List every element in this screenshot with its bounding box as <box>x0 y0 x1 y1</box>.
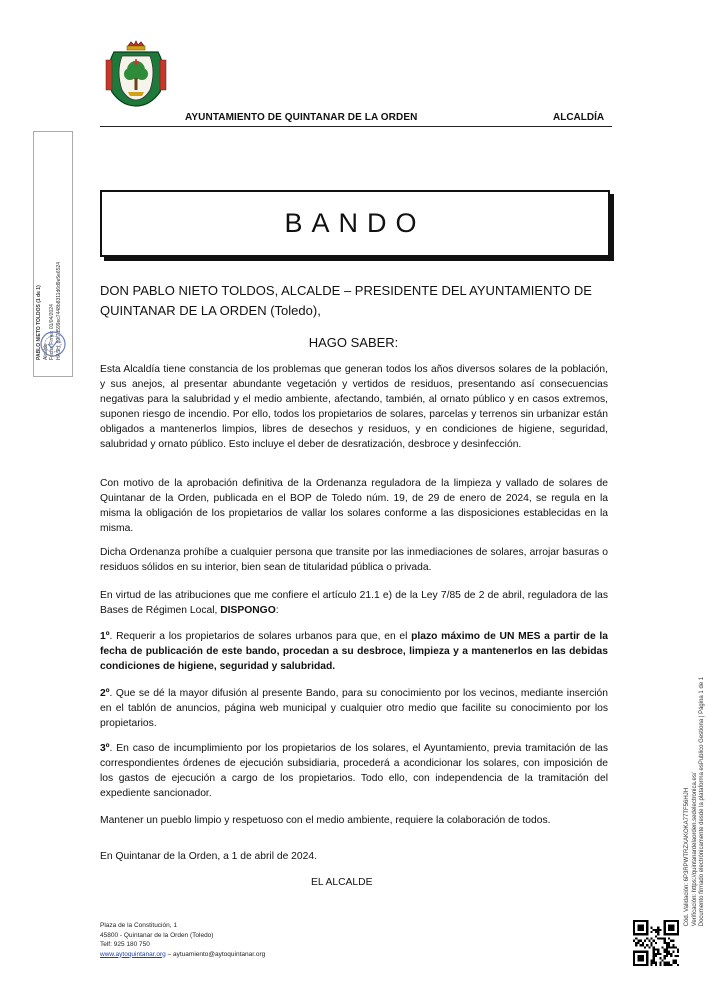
disposition-1-bold: plazo máximo de UN MES a partir de la fecha de publicación de este bando, procedan a su desbroce, limpieza y a mantenerlos en las debidas condiciones de higiene, seguridad y salubridad. <box>100 631 608 672</box>
paragraph-4 <box>100 588 608 618</box>
disposition-2-number: 2º <box>100 688 110 699</box>
closing-paragraph: Mantener un pueblo limpio y respetuoso con el medio ambiente, requiere la colaboración de todos. <box>100 815 551 826</box>
paragraph-4-end: : <box>275 605 279 616</box>
header-divider <box>100 126 612 127</box>
paragraph-2: Con motivo de la aprobación definitiva de la Ordenanza reguladora de la limpieza y vallado de solares de Quintanar de la Orden, publicada en el BOP de Toledo núm. 19, de 29 de enero de 2024, se regula en la misma la obligación de los propietarios de vallar los solares conforme a las disposiciones establecidas en la misma. <box>100 478 608 534</box>
disposition-3-text: . En caso de incumplimiento por los propietarios de los solares, el Ayuntamiento, previa tramitación de las correspondientes órdenes de ejecución subsidiaria, procederá a acondicionar los solares, con imposición de los gastos de ejecución a cargo de los propietarios. Todo ello, con independencia de la tramitación del expediente sancionador. <box>100 743 608 799</box>
dispongo-keyword: DISPONGO <box>220 605 276 616</box>
signature-info <box>36 140 62 360</box>
disposition-1-number: 1º <box>100 631 110 642</box>
signature-hash: HASH: 82f7d599ec7448b8311d6d9e5e6524 <box>55 261 62 360</box>
footer-contact <box>100 950 265 960</box>
footer <box>100 921 265 959</box>
paragraph-1: Esta Alcaldía tiene constancia de los problemas que generan todos los años diversos solares de la población, y sus anejos, al presentar abundante vegetación y vertidos de residuos, presentando así consecuencias negativas para la salubridad y el medio ambiente, afectando, también, al ornato público y en casos extremos, suponen riesgo de incendio. Por ello, todos los propietarios de solares, parcelas y terrenos sin urbanizar están obligados a mantenerlos limpios, libres de desechos y residuos, y en condiciones de higiene, seguridad, salubridad y ornato público. Esto incluye el deber de desratización, desbroce y desinfección. <box>100 364 608 450</box>
disposition-1 <box>100 629 608 674</box>
signer-name: PABLO NIETO TOLDOS (1 de 1) <box>36 285 42 360</box>
disposition-2-text: . Que se dé la mayor difusión al presente Bando, para su conocimiento por los vecinos, mediante inserción en el tablón de anuncios, página web municipal y cualquier otro medio que facilite su conocimiento por los propietarios. <box>100 688 608 729</box>
institution-name: AYUNTAMIENTO DE QUINTANAR DE LA ORDEN <box>185 112 418 123</box>
platform-note: Documento firmado electrónicamente desde la plataforma esPublico Gestiona | Página 1 de 1 <box>698 676 705 927</box>
intro-text: DON PABLO NIETO TOLDOS, ALCALDE – PRESIDENTE DEL AYUNTAMIENTO DE QUINTANAR DE LA ORDEN (Toledo), <box>100 283 592 318</box>
signer-role: Alcalde <box>42 343 49 360</box>
footer-email: aytuamiento@aytoquintanar.org <box>173 950 266 958</box>
website-link[interactable]: www.aytoquintanar.org <box>100 950 166 958</box>
disposition-1-text: . Requerir a los propietarios de solares urbanos para que, en el <box>109 631 412 642</box>
footer-address-2: 45800 - Quintanar de la Orden (Toledo) <box>100 931 214 939</box>
paragraph-3: Dicha Ordenanza prohíbe a cualquier persona que transite por las inmediaciones de solares, arrojar basuras o residuos sólidos en su interior, bien sean de titularidad pública o privada. <box>100 547 608 573</box>
footer-phone: Telf: 925 180 750 <box>100 941 150 948</box>
department-name: ALCALDÍA <box>553 112 605 123</box>
coat-of-arms-icon <box>100 40 172 108</box>
paragraph-4-text: En virtud de las atribuciones que me confiere el artículo 21.1 e) de la Ley 7/85 de 2 de abril, reguladora de las Bases de Régimen Local, <box>100 590 608 616</box>
verification-info <box>684 636 707 926</box>
electronic-seal-icon <box>39 330 67 358</box>
disposition-3-number: 3º <box>100 743 110 754</box>
disposition-2 <box>100 686 608 731</box>
title-box <box>100 190 610 257</box>
disposition-3 <box>100 741 608 801</box>
signature-title: EL ALCALDE <box>311 877 373 888</box>
document-title: BANDO <box>284 208 426 238</box>
qr-code-icon <box>633 920 679 966</box>
hago-saber-heading: HAGO SABER: <box>308 335 399 350</box>
date-line: En Quintanar de la Orden, a 1 de abril de 2024. <box>100 851 317 862</box>
footer-address-1: Plaza de la Constitución, 1 <box>100 922 177 929</box>
validation-code: Cód. Validación: 6P3RPWTRZXAKOKA77TF56HJH <box>683 787 690 927</box>
verification-url[interactable]: Verificación: https://quintanardelaorden.sedelectronica.es/ <box>691 772 698 927</box>
footer-separator: – <box>165 950 173 958</box>
signature-date: Fecha Firma: 01/04/2024 <box>49 304 55 360</box>
